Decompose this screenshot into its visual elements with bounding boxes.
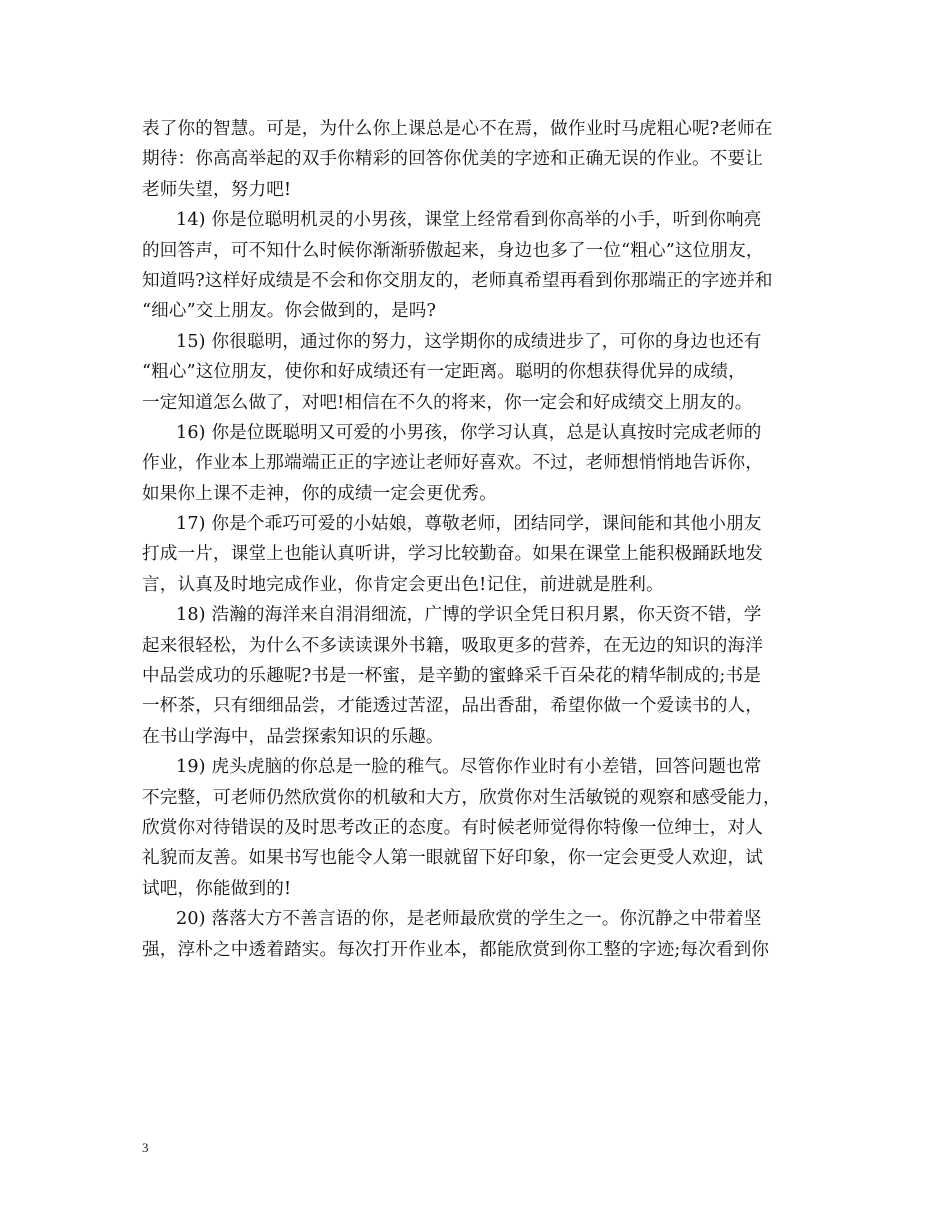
text-line: 不完整，可老师仍然欣赏你的机敏和大方，欣赏你对生活敏锐的观察和感受能力，: [142, 787, 781, 808]
text-line: “粗心”这位朋友，使你和好成绩还有一定距离。聪明的你想获得优异的成绩，: [142, 362, 746, 383]
text-line: 的回答声，可不知什么时候你渐渐骄傲起来，身边也多了一位“粗心”这位朋友，: [142, 240, 764, 261]
text-line: 老师失望，努力吧!: [142, 179, 292, 200]
text-line: 18) 浩瀚的海洋来自涓涓细流，广博的学识全凭日积月累，你天资不错，学: [176, 605, 762, 626]
text-line: 礼貌而友善。如果书写也能令人第一眼就留下好印象，你一定会更受人欢迎，试: [142, 848, 764, 869]
text-line: 期待：你高高举起的双手你精彩的回答你优美的字迹和正确无误的作业。不要让: [142, 149, 764, 170]
paragraph-20: [142, 904, 814, 965]
text-line: 19) 虎头虎脑的你总是一脸的稚气。尽管你作业时有小差错，回答问题也常: [176, 757, 762, 778]
text-line: 如果你上课不走神，你的成绩一定会更优秀。: [142, 483, 497, 504]
text-line: “细心”交上朋友。你会做到的，是吗?: [142, 301, 437, 322]
paragraph-14: [142, 205, 814, 327]
paragraph-15: [142, 327, 814, 418]
text-line: 试吧，你能做到的!: [142, 878, 292, 899]
paragraph-19: [142, 752, 814, 904]
text-line: 14) 你是位聪明机灵的小男孩，课堂上经常看到你高举的小手，听到你响亮: [176, 210, 762, 231]
paragraph-13-continued: [142, 114, 814, 205]
paragraph-17: [142, 509, 814, 600]
text-line: 中品尝成功的乐趣呢?书是一杯蜜，是辛勤的蜜蜂采千百朵花的精华制成的;书是: [142, 666, 761, 687]
text-line: 在书山学海中，品尝探索知识的乐趣。: [142, 726, 444, 747]
text-line: 欣赏你对待错误的及时思考改正的态度。有时候老师觉得你特像一位绅士，对人: [142, 817, 764, 838]
text-line: 16) 你是位既聪明又可爱的小男孩，你学习认真，总是认真按时完成老师的: [176, 422, 762, 443]
text-line: 作业，作业本上那端端正正的字迹让老师好喜欢。不过，老师想悄悄地告诉你，: [142, 453, 764, 474]
paragraph-18: [142, 600, 814, 752]
text-line: 一杯茶，只有细细品尝，才能透过苦涩，品出香甜，希望你做一个爱读书的人，: [142, 696, 764, 717]
text-line: 17) 你是个乖巧可爱的小姑娘，尊敬老师，团结同学，课间能和其他小朋友: [176, 514, 762, 535]
text-line: 言，认真及时地完成作业，你肯定会更出色!记住，前进就是胜利。: [142, 574, 664, 595]
text-line: 强，淳朴之中透着踏实。每次打开作业本，都能欣赏到你工整的字迹;每次看到你: [142, 939, 770, 960]
body-text: [142, 114, 814, 965]
text-line: 15) 你很聪明，通过你的努力，这学期你的成绩进步了，可你的身边也还有: [176, 331, 762, 352]
paragraph-16: [142, 418, 814, 509]
text-line: 知道吗?这样好成绩是不会和你交朋友的，老师真希望再看到你那端正的字迹并和: [142, 270, 773, 291]
text-line: 一定知道怎么做了，对吧!相信在不久的将来，你一定会和好成绩交上朋友的。: [142, 392, 753, 413]
text-line: 起来很轻松，为什么不多读读课外书籍，吸取更多的营养，在无边的知识的海洋: [142, 635, 764, 656]
text-line: 20) 落落大方不善言语的你，是老师最欣赏的学生之一。你沉静之中带着坚: [176, 909, 762, 930]
text-line: 打成一片，课堂上也能认真听讲，学习比较勤奋。如果在课堂上能积极踊跃地发: [142, 544, 764, 565]
text-line: 表了你的智慧。可是，为什么你上课总是心不在焉，做作业时马虎粗心呢?老师在: [142, 119, 773, 139]
page-number: 3: [142, 1140, 149, 1155]
